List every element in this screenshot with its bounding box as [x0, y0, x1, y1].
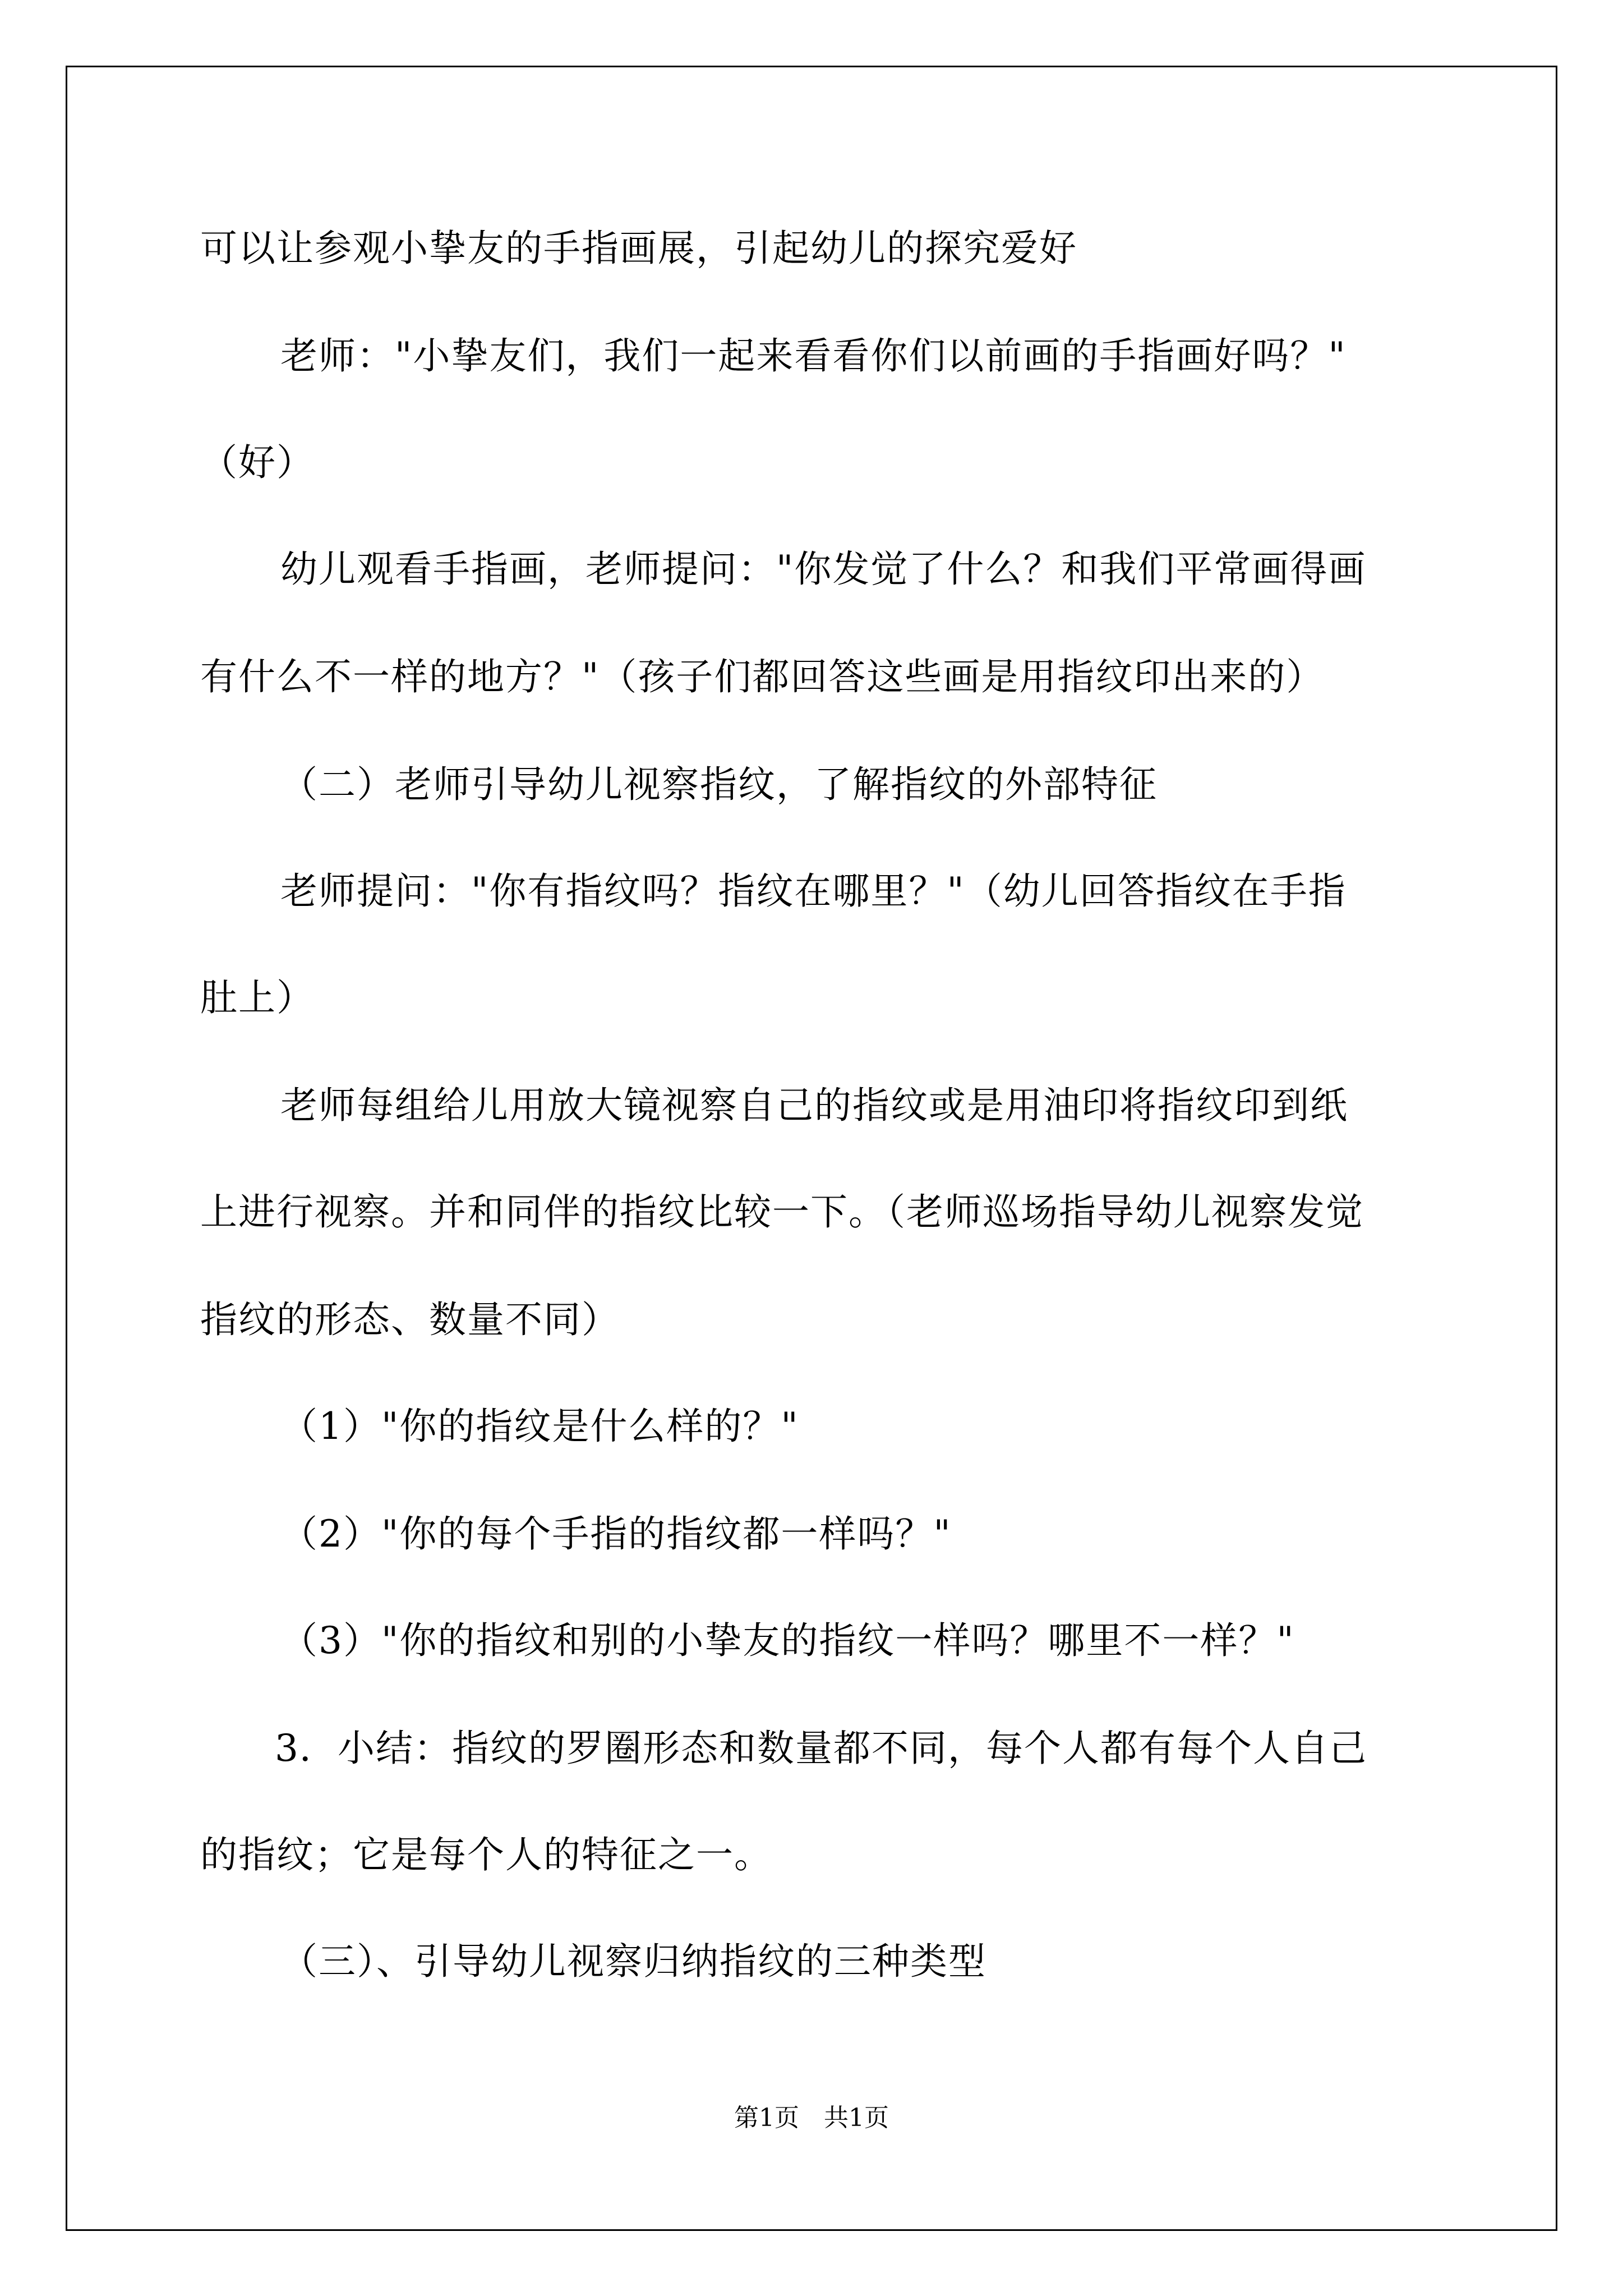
text-line: 老师："小挚友们，我们一起来看看你们以前画的手指画好吗？"	[280, 334, 1347, 378]
text-line: （好）	[200, 441, 315, 484]
text-line: 幼儿观看手指画，老师提问："你发觉了什么？和我们平常画得画	[280, 547, 1367, 591]
text-line: 老师每组给儿用放大镜视察自己的指纹或是用油印将指纹印到纸	[280, 1084, 1348, 1127]
text-line: 3．小结：指纹的罗圈形态和数量都不同，每个人都有每个人自己	[275, 1727, 1367, 1770]
text-line: 指纹的形态、数量不同）	[200, 1298, 620, 1341]
page-border	[66, 66, 1557, 2231]
text-line: 的指纹；它是每个人的特征之一。	[200, 1833, 772, 1876]
section-heading: （三）、引导幼儿视察归纳指纹的三种类型	[280, 1940, 986, 1983]
text-line: （1）"你的指纹是什么样的？"	[280, 1405, 799, 1448]
section-heading: （二）老师引导幼儿视察指纹，了解指纹的外部特征	[280, 763, 1158, 806]
text-line: 有什么不一样的地方？"（孩子们都回答这些画是用指纹印出来的）	[200, 655, 1325, 698]
text-line: （2）"你的每个手指的指纹都一样吗？"	[280, 1512, 952, 1556]
text-line: 肚上）	[200, 976, 315, 1019]
text-line: 老师提问："你有指纹吗？指纹在哪里？"（幼儿回答指纹在手指	[280, 869, 1347, 913]
text-line: 可以让参观小挚友的手指画展，引起幼儿的探究爱好	[200, 227, 1077, 270]
text-line: 上进行视察。并和同伴的指纹比较一下。（老师巡场指导幼儿视察发觉	[200, 1190, 1364, 1234]
page-footer: 第1页 共1页	[734, 2104, 889, 2132]
text-line: （3）"你的指纹和别的小挚友的指纹一样吗？哪里不一样？"	[280, 1619, 1295, 1662]
